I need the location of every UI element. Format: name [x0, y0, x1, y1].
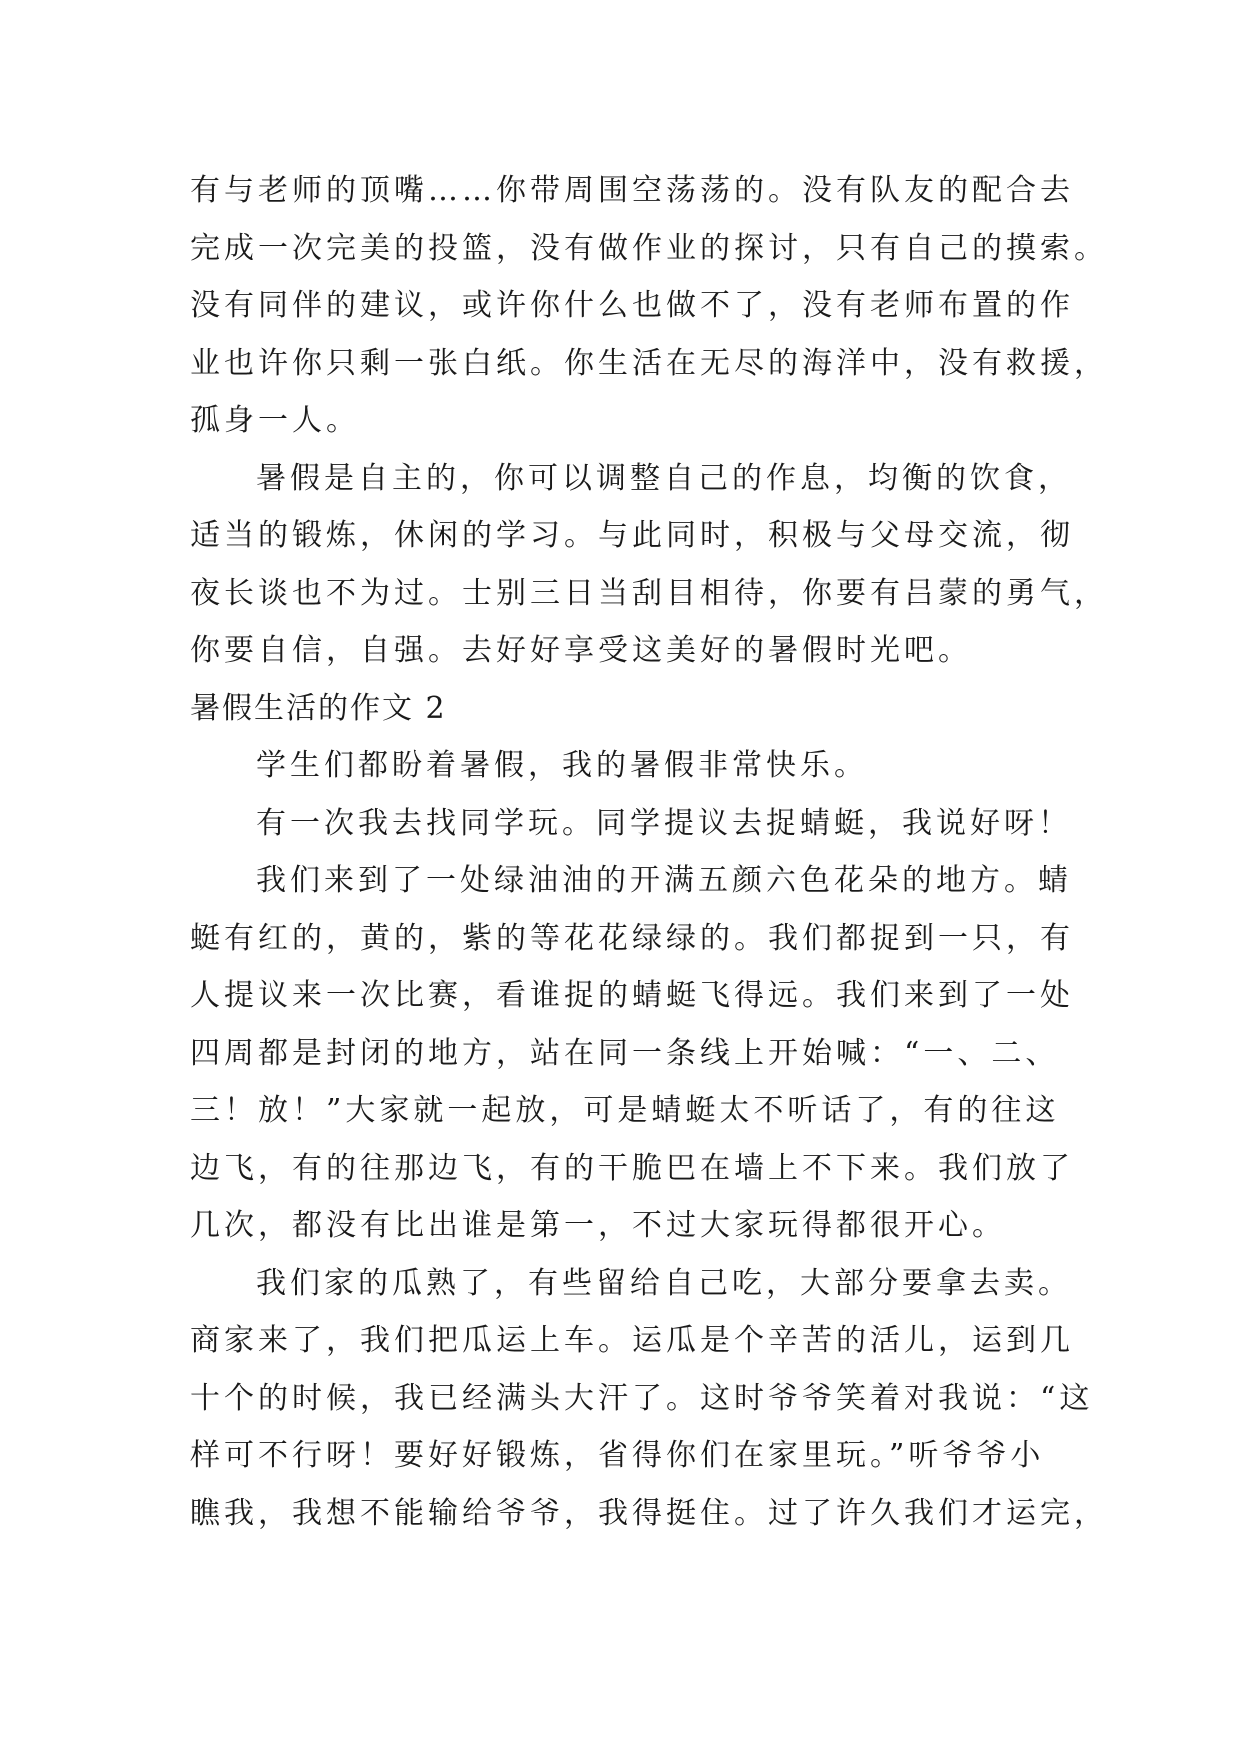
text-line: 我们家的瓜熟了，有些留给自己吃，大部分要拿去卖。	[256, 1265, 1072, 1301]
text-line: 我们来到了一处绿油油的开满五颜六色花朵的地方。蜻	[256, 863, 1072, 898]
text-line: 适当的锻炼，休闲的学习。与此同时，积极与父母交流，彻	[190, 518, 1074, 553]
text-line: 夜长谈也不为过。士别三日当刮目相待，你要有吕蒙的勇气，	[190, 575, 1108, 611]
text-line: 瞧我，我想不能输给爷爷，我得挺住。过了许久我们才运完，	[190, 1495, 1108, 1531]
text-line: 商家来了，我们把瓜运上车。运瓜是个辛苦的活儿，运到几	[190, 1323, 1074, 1358]
text-line: 暑假是自主的，你可以调整自己的作息，均衡的饮食，	[256, 460, 1072, 496]
text-line: 没有同伴的建议，或许你什么也做不了，没有老师布置的作	[190, 288, 1074, 323]
text-line: 人提议来一次比赛，看谁捉的蜻蜓飞得远。我们来到了一处	[190, 978, 1074, 1013]
text-line: 边飞，有的往那边飞，有的干脆巴在墙上不下来。我们放了	[190, 1150, 1074, 1186]
text-line: 三！放！”大家就一起放，可是蜻蜓太不听话了，有的往这	[190, 1093, 1060, 1128]
text-line: 几次，都没有比出谁是第一，不过大家玩得都很开心。	[190, 1208, 1006, 1243]
text-line: 业也许你只剩一张白纸。你生活在无尽的海洋中，没有救援，	[190, 345, 1108, 381]
text-line: 样可不行呀！要好好锻炼，省得你们在家里玩。”听爷爷小	[190, 1438, 1045, 1473]
text-line: 有一次我去找同学玩。同学提议去捉蜻蜓，我说好呀！	[256, 805, 1072, 841]
essay-heading: 暑假生活的作文 2	[190, 690, 447, 726]
document-page	[190, 162, 1108, 1542]
text-line: 有与老师的顶嘴……你带周围空荡荡的。没有队友的配合去	[190, 173, 1074, 208]
text-line: 学生们都盼着暑假，我的暑假非常快乐。	[256, 748, 868, 783]
text-line: 你要自信，自强。去好好享受这美好的暑假时光吧。	[190, 633, 972, 668]
text-line: 四周都是封闭的地方，站在同一条线上开始喊：“一、二、	[190, 1035, 1060, 1071]
text-line: 蜓有红的，黄的，紫的等花花绿绿的。我们都捉到一只，有	[190, 920, 1074, 956]
text-line: 完成一次完美的投篮，没有做作业的探讨，只有自己的摸索。	[190, 230, 1108, 266]
text-line: 孤身一人。	[190, 403, 360, 438]
text-line: 十个的时候，我已经满头大汗了。这时爷爷笑着对我说：“这	[190, 1380, 1094, 1416]
